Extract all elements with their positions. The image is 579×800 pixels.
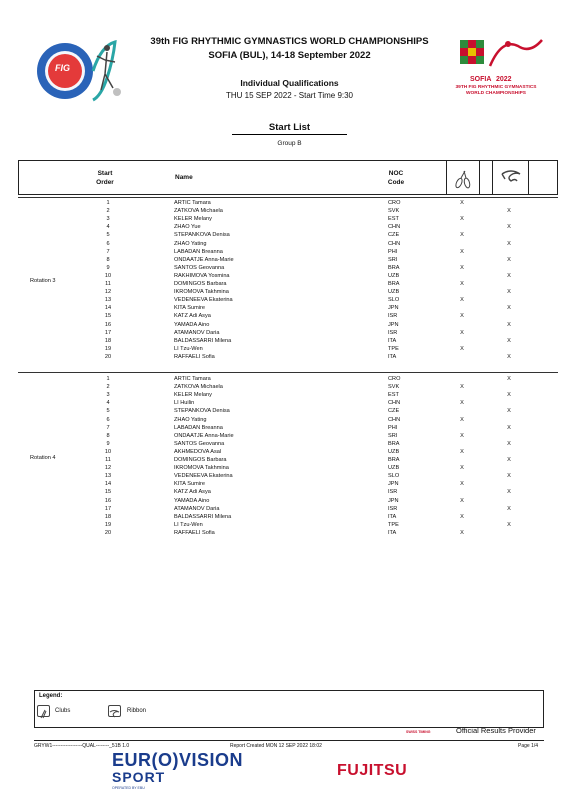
table-row bbox=[18, 480, 558, 488]
table-row bbox=[18, 391, 558, 399]
noc-code: BRA bbox=[388, 440, 400, 447]
athlete-name: ATAMANOV Daria bbox=[174, 329, 220, 336]
table-row bbox=[18, 432, 558, 440]
ribbon-mark: X bbox=[507, 408, 511, 415]
start-order: 20 bbox=[104, 529, 112, 536]
table-row bbox=[18, 464, 558, 472]
ribbon-mark: X bbox=[507, 208, 511, 215]
start-order: 6 bbox=[106, 240, 110, 247]
start-order: 11 bbox=[105, 281, 111, 287]
noc-code: CRO bbox=[388, 376, 401, 382]
ribbon-mark: X bbox=[507, 473, 511, 480]
table-row bbox=[18, 521, 558, 529]
table-row bbox=[18, 424, 558, 432]
noc-code: ITA bbox=[388, 513, 397, 520]
clubs-mark: X bbox=[460, 248, 464, 255]
table-row bbox=[18, 472, 558, 480]
noc-code: CHN bbox=[388, 224, 401, 231]
table-row bbox=[18, 288, 558, 296]
table-row bbox=[18, 529, 558, 537]
noc-code: TPE bbox=[388, 345, 399, 352]
athlete-name: LI Tzu-Wen bbox=[174, 345, 203, 352]
table-row bbox=[18, 296, 558, 304]
noc-code: SVK bbox=[388, 208, 400, 215]
table-row bbox=[18, 304, 558, 312]
clubs-mark: X bbox=[460, 281, 464, 287]
start-order: 10 bbox=[104, 272, 112, 279]
clubs-mark: X bbox=[460, 400, 464, 407]
fujitsu-logo: FUJITSU bbox=[337, 762, 408, 779]
report-created: Report Created MON 12 SEP 2022 18:02 bbox=[230, 743, 322, 749]
rotation-label: Rotation 3 bbox=[30, 278, 56, 284]
athlete-name: KATZ Adi Asya bbox=[174, 489, 211, 496]
table-row bbox=[18, 407, 558, 415]
ribbon-mark: X bbox=[507, 376, 511, 382]
table-row bbox=[18, 215, 558, 223]
table-row bbox=[18, 353, 558, 361]
start-order: 14 bbox=[104, 305, 112, 312]
athlete-name: IKROMOVA Takhmina bbox=[174, 289, 229, 296]
start-order: 7 bbox=[106, 248, 110, 255]
sofia-logo-city: SOFIA bbox=[470, 76, 492, 83]
table-row bbox=[18, 488, 558, 496]
document-code: GRYW1------------------QUAL--------_51B 1.0 bbox=[34, 743, 130, 749]
athlete-name: BALDASSARRI Milena bbox=[174, 337, 232, 344]
page-number: Page 1/4 bbox=[518, 743, 539, 749]
athlete-name: KELER Melany bbox=[174, 216, 212, 223]
athlete-name: KITA Sumire bbox=[174, 481, 205, 488]
athlete-name: VEDENEEVA Ekaterina bbox=[174, 297, 233, 304]
athlete-name: KATZ Adi Asya bbox=[174, 313, 211, 320]
ribbon-mark: X bbox=[507, 505, 511, 512]
table-row bbox=[18, 440, 558, 448]
clubs-mark: X bbox=[460, 200, 464, 206]
noc-code: JPN bbox=[388, 321, 399, 328]
start-order: 9 bbox=[106, 440, 110, 447]
ribbon-mark: X bbox=[507, 272, 511, 279]
clubs-mark: X bbox=[460, 345, 464, 352]
start-order: 15 bbox=[104, 313, 112, 320]
event-date: THU 15 SEP 2022 - Start Time 9:30 bbox=[225, 91, 354, 100]
noc-code: ISR bbox=[388, 505, 398, 512]
start-order: 2 bbox=[106, 384, 110, 391]
legend-ribbon-label: Ribbon bbox=[127, 708, 147, 714]
ribbon-mark: X bbox=[507, 289, 511, 296]
noc-code: CHN bbox=[388, 240, 401, 247]
table-row bbox=[18, 399, 558, 407]
table-row bbox=[18, 256, 558, 264]
table-row bbox=[18, 240, 558, 248]
noc-code: BRA bbox=[388, 457, 400, 463]
athlete-name: ARTIC Tamara bbox=[174, 376, 211, 382]
clubs-mark: X bbox=[460, 264, 464, 271]
start-order: 4 bbox=[106, 224, 110, 231]
noc-code: ITA bbox=[388, 353, 397, 360]
start-order: 2 bbox=[106, 208, 110, 215]
athlete-name: ZATKOVA Michaela bbox=[174, 384, 223, 391]
noc-code: CRO bbox=[388, 200, 401, 206]
column-divider bbox=[446, 161, 447, 194]
athlete-name: IKROMOVA Takhmina bbox=[174, 465, 229, 472]
noc-code: UZB bbox=[388, 289, 400, 296]
legend-box bbox=[34, 690, 544, 728]
swiss-timing-logo: SWISS TIMING bbox=[406, 730, 431, 734]
athlete-name: VEDENEEVA Ekaterina bbox=[174, 473, 233, 480]
noc-code: SLO bbox=[388, 473, 400, 480]
start-order: 8 bbox=[106, 256, 110, 263]
rotation-label: Rotation 4 bbox=[30, 455, 56, 461]
athlete-name: STEPANKOVA Denisa bbox=[174, 408, 230, 415]
start-order: 9 bbox=[106, 264, 110, 271]
eurovision-sport-text: SPORT bbox=[112, 769, 166, 785]
clubs-mark: X bbox=[460, 432, 464, 439]
clubs-mark: X bbox=[460, 297, 464, 304]
noc-code: ISR bbox=[388, 489, 398, 496]
ribbon-mark: X bbox=[507, 424, 511, 431]
ribbon-mark: X bbox=[507, 224, 511, 231]
sofia-logo-line2: WORLD CHAMPIONSHIPS bbox=[466, 91, 526, 96]
start-order: 17 bbox=[104, 505, 112, 512]
athlete-name: RAFFAELI Sofia bbox=[174, 353, 215, 360]
ribbon-mark: X bbox=[507, 457, 511, 463]
start-order: 17 bbox=[104, 329, 112, 336]
start-order: 1 bbox=[106, 376, 110, 382]
table-row bbox=[18, 383, 558, 391]
noc-code: PHI bbox=[388, 424, 398, 431]
athlete-name: ZHAO Yating bbox=[174, 240, 207, 247]
noc-code: UZB bbox=[388, 448, 400, 455]
ribbon-icon bbox=[499, 169, 523, 192]
column-divider bbox=[479, 161, 480, 194]
table-row bbox=[18, 312, 558, 320]
noc-code: UZB bbox=[388, 272, 400, 279]
start-order: 4 bbox=[106, 400, 110, 407]
athlete-name: AKHMEDOVA Asal bbox=[174, 448, 222, 455]
championship-title: 39th FIG RHYTHMIC GYMNASTICS WORLD CHAMPIONSHIPS bbox=[150, 36, 429, 47]
noc-code: EST bbox=[388, 216, 399, 223]
noc-code: JPN bbox=[388, 305, 399, 312]
clubs-mark: X bbox=[460, 465, 464, 472]
clubs-mark: X bbox=[460, 216, 464, 223]
start-order: 19 bbox=[104, 521, 112, 528]
table-row bbox=[18, 337, 558, 345]
athlete-name: LABADAN Breanna bbox=[174, 424, 223, 431]
start-order: 13 bbox=[104, 473, 112, 480]
column-divider bbox=[492, 161, 493, 194]
athlete-name: ZHAO Yating bbox=[174, 416, 207, 423]
ribbon-mark: X bbox=[507, 392, 511, 399]
fig-logo-text: FIG bbox=[55, 63, 70, 73]
clubs-mark: X bbox=[460, 384, 464, 391]
table-row bbox=[18, 375, 558, 383]
athlete-name: ZHAO Yue bbox=[174, 224, 201, 231]
noc-code: SVK bbox=[388, 384, 400, 391]
table-row bbox=[18, 264, 558, 272]
start-order: 12 bbox=[104, 289, 112, 296]
clubs-mark: X bbox=[460, 313, 464, 320]
athlete-name: ARTIC Tamara bbox=[174, 200, 211, 206]
table-row bbox=[18, 416, 558, 424]
athlete-name: ZATKOVA Michaela bbox=[174, 208, 223, 215]
section-title: Start List bbox=[268, 122, 311, 133]
start-order: 13 bbox=[104, 297, 112, 304]
start-order: 18 bbox=[104, 513, 112, 520]
ribbon-mark: X bbox=[507, 305, 511, 312]
clubs-mark: X bbox=[460, 497, 464, 504]
column-header-start-order: Start Order bbox=[96, 170, 114, 186]
table-row bbox=[18, 321, 558, 329]
noc-code: ISR bbox=[388, 329, 398, 336]
ribbon-mark: X bbox=[507, 256, 511, 263]
athlete-name: DOMINGOS Barbara bbox=[174, 457, 227, 463]
athlete-name: ATAMANOV Daria bbox=[174, 505, 220, 512]
table-row bbox=[18, 505, 558, 513]
column-header-name: Name bbox=[175, 174, 193, 181]
start-order: 15 bbox=[104, 489, 112, 496]
clubs-mark: X bbox=[460, 529, 464, 536]
athlete-name: RAFFAELI Sofia bbox=[174, 529, 215, 536]
start-order: 11 bbox=[105, 457, 111, 463]
table-row bbox=[18, 497, 558, 505]
ribbon-mark: X bbox=[507, 353, 511, 360]
noc-code: SRI bbox=[388, 256, 398, 263]
official-results-provider: Official Results Provider bbox=[456, 726, 536, 735]
athlete-name: KITA Sumire bbox=[174, 305, 205, 312]
start-order: 14 bbox=[104, 481, 112, 488]
clubs-mark: X bbox=[460, 416, 464, 423]
legend-title: Legend: bbox=[39, 693, 63, 699]
rotation-separator bbox=[18, 372, 558, 373]
rotation-separator bbox=[18, 197, 558, 198]
athlete-name: BALDASSARRI Milena bbox=[174, 513, 232, 520]
start-order: 8 bbox=[106, 432, 110, 439]
table-row bbox=[18, 223, 558, 231]
section-divider bbox=[232, 134, 347, 135]
start-order: 18 bbox=[104, 337, 112, 344]
clubs-icon bbox=[452, 168, 474, 195]
noc-code: ISR bbox=[388, 313, 398, 320]
event-name: Individual Qualifications bbox=[240, 78, 339, 88]
noc-code: CHN bbox=[388, 400, 401, 407]
table-row bbox=[18, 207, 558, 215]
athlete-name: STEPANKOVA Denisa bbox=[174, 232, 230, 239]
clubs-mark: X bbox=[460, 232, 464, 239]
table-row bbox=[18, 280, 558, 288]
noc-code: JPN bbox=[388, 481, 399, 488]
table-row bbox=[18, 448, 558, 456]
sofia-logo-year: 2022 bbox=[496, 76, 512, 83]
clubs-mark: X bbox=[460, 513, 464, 520]
table-row bbox=[18, 199, 558, 207]
athlete-name: SANTOS Geovanna bbox=[174, 264, 225, 271]
table-header bbox=[18, 160, 558, 195]
ribbon-mark: X bbox=[507, 321, 511, 328]
table-row bbox=[18, 513, 558, 521]
start-order: 1 bbox=[106, 200, 110, 206]
noc-code: ITA bbox=[388, 529, 397, 536]
start-order: 10 bbox=[104, 448, 112, 455]
table-row bbox=[18, 329, 558, 337]
start-order: 20 bbox=[104, 353, 112, 360]
athlete-name: DOMINGOS Barbara bbox=[174, 281, 227, 287]
clubs-mark: X bbox=[460, 481, 464, 488]
athlete-name: LI Huilin bbox=[174, 400, 195, 407]
clubs-icon bbox=[37, 705, 50, 717]
noc-code: BRA bbox=[388, 281, 400, 287]
start-order: 6 bbox=[106, 416, 110, 423]
noc-code: PHI bbox=[388, 248, 398, 255]
eurovision-operated-by: OPERATED BY EBU bbox=[112, 786, 145, 790]
start-order: 3 bbox=[106, 392, 110, 399]
noc-code: TPE bbox=[388, 521, 399, 528]
noc-code: SLO bbox=[388, 297, 400, 304]
ribbon-mark: X bbox=[507, 521, 511, 528]
start-order: 5 bbox=[106, 408, 110, 415]
start-order: 19 bbox=[104, 345, 112, 352]
athlete-name: KELER Melany bbox=[174, 392, 212, 399]
table-row bbox=[18, 345, 558, 353]
legend-clubs-label: Clubs bbox=[55, 708, 71, 714]
table-row bbox=[18, 248, 558, 256]
eurovision-logo: EUR(O)VISION bbox=[112, 750, 244, 770]
table-row bbox=[18, 231, 558, 239]
athlete-name: SANTOS Geovanna bbox=[174, 440, 225, 447]
ribbon-mark: X bbox=[507, 337, 511, 344]
athlete-name: RAKHIMOVA Yosmina bbox=[174, 272, 230, 279]
athlete-name: LI Tzu-Wen bbox=[174, 521, 203, 528]
column-divider bbox=[528, 161, 529, 194]
sofia-logo-line1: 39TH FIG RHYTHMIC GYMNASTICS bbox=[455, 85, 537, 90]
column-header-noc: NOC Code bbox=[387, 170, 405, 186]
start-order: 5 bbox=[106, 232, 110, 239]
table-row bbox=[18, 456, 558, 464]
noc-code: SRI bbox=[388, 432, 398, 439]
clubs-mark: X bbox=[460, 329, 464, 336]
championship-location: SOFIA (BUL), 14-18 September 2022 bbox=[208, 50, 371, 61]
noc-code: UZB bbox=[388, 465, 400, 472]
noc-code: CHN bbox=[388, 416, 401, 423]
ribbon-mark: X bbox=[507, 489, 511, 496]
start-order: 7 bbox=[106, 424, 110, 431]
start-order: 16 bbox=[104, 321, 112, 328]
noc-code: JPN bbox=[388, 497, 399, 504]
start-order: 12 bbox=[104, 465, 112, 472]
group-label: Group B bbox=[277, 140, 302, 147]
ribbon-mark: X bbox=[507, 440, 511, 447]
athlete-name: YAMADA Aino bbox=[174, 497, 210, 504]
table-row bbox=[18, 272, 558, 280]
start-order: 16 bbox=[104, 497, 112, 504]
athlete-name: YAMADA Aino bbox=[174, 321, 210, 328]
ribbon-mark: X bbox=[507, 240, 511, 247]
noc-code: ITA bbox=[388, 337, 397, 344]
ribbon-icon bbox=[108, 705, 121, 717]
footer-divider bbox=[34, 740, 544, 741]
athlete-name: ONDAATJE Anna-Marie bbox=[174, 432, 234, 439]
noc-code: CZE bbox=[388, 232, 400, 239]
clubs-mark: X bbox=[460, 448, 464, 455]
noc-code: CZE bbox=[388, 408, 400, 415]
athlete-name: ONDAATJE Anna-Marie bbox=[174, 256, 234, 263]
noc-code: BRA bbox=[388, 264, 400, 271]
athlete-name: LABADAN Breanna bbox=[174, 248, 223, 255]
start-order: 3 bbox=[106, 216, 110, 223]
noc-code: EST bbox=[388, 392, 399, 399]
